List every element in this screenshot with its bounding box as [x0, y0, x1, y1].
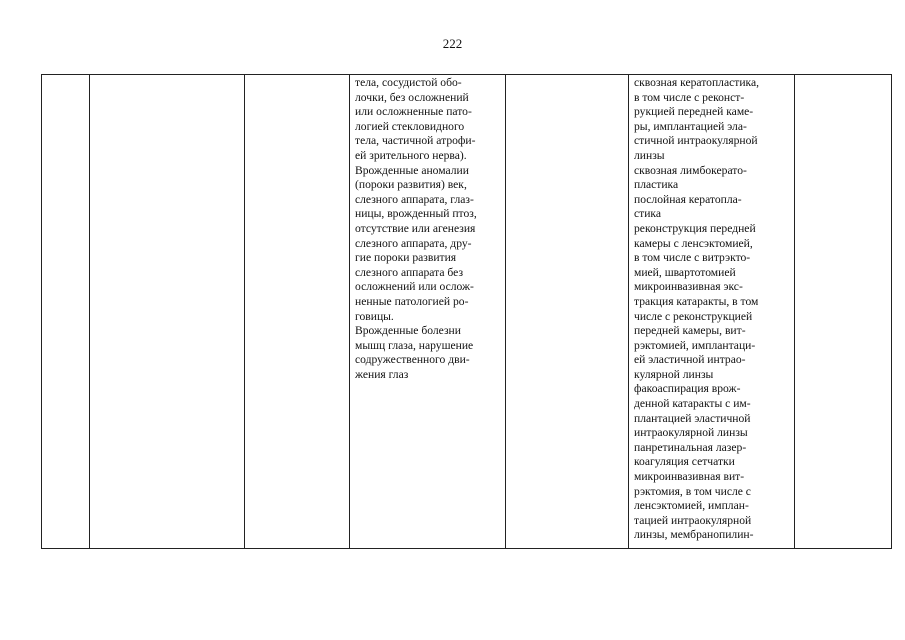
treatment-method-line: послойная кератопла- [634, 192, 742, 206]
diagnosis-line: логией стекловидного [355, 119, 465, 133]
diagnosis-line: слезного аппарата, глаз- [355, 192, 474, 206]
treatment-method-line: ленсэктомией, имплан- [634, 499, 749, 513]
diagnosis-line: или осложненные пато- [355, 105, 472, 119]
diagnosis-line: Врожденные аномалии [355, 163, 469, 177]
treatment-method-line: числе с реконструкцией [634, 309, 753, 323]
diagnosis-line: (пороки развития) век, [355, 178, 467, 192]
treatment-method-line: линзы, мембранопилин- [634, 528, 754, 542]
treatment-method-line: тацией интраокулярной [634, 513, 752, 527]
treatment-method-line: стика [634, 207, 662, 221]
diagnosis-line: отсутствие или агенезия [355, 221, 476, 235]
diagnosis-line: содружественного дви- [355, 353, 470, 367]
diagnosis-line: жения глаз [355, 367, 409, 381]
diagnosis-cell [350, 75, 506, 549]
treatment-method-text [629, 75, 794, 543]
vmp-group-cell [90, 75, 245, 549]
diagnosis-line: Врожденные болезни [355, 324, 461, 338]
treatment-method-line: реконструкция передней [634, 221, 756, 235]
treatment-method-line: микроинвазивная вит- [634, 470, 745, 484]
diagnosis-line: ей зрительного нерва). [355, 148, 467, 162]
treatment-method-line: сквозная кератопластика, [634, 76, 760, 89]
treatment-method-line: линзы [634, 148, 665, 162]
treatment-method-line: пластика [634, 178, 679, 192]
treatment-method-line: плантацией эластичной [634, 411, 751, 425]
diagnosis-line: ненные патологией ро- [355, 294, 469, 308]
treatment-method-line: рэктомия, в том числе с [634, 484, 751, 498]
treatment-method-line: передней камеры, вит- [634, 324, 746, 338]
treatment-method-line: тракция катаракты, в том [634, 294, 759, 308]
treatment-method-cell [629, 75, 795, 549]
treatment-method-line: в том числе с витрэкто- [634, 251, 751, 265]
patient-model-cell [506, 75, 629, 549]
treatment-method-line: панретинальная лазер- [634, 440, 747, 454]
treatment-method-line: мией, швартотомией [634, 265, 736, 279]
table-row [42, 75, 892, 549]
treatment-method-line: микроинвазивная экс- [634, 280, 743, 294]
icd-code-cell [245, 75, 350, 549]
treatment-method-line: ей эластичной интрао- [634, 353, 746, 367]
diagnosis-line: осложнений или ослож- [355, 280, 474, 294]
treatment-method-line: рэктомией, имплантаци- [634, 338, 756, 352]
diagnosis-line: мышц глаза, нарушение [355, 338, 474, 352]
diagnosis-line: лочки, без осложнений [355, 90, 469, 104]
treatment-method-line: сквозная лимбокерато- [634, 163, 747, 177]
diagnosis-text [350, 75, 505, 382]
cost-cell [795, 75, 892, 549]
treatment-method-line: интраокулярной линзы [634, 426, 748, 440]
diagnosis-line: тела, сосудистой обо- [355, 76, 462, 89]
medical-care-table [41, 74, 892, 549]
diagnosis-line: говицы. [355, 309, 394, 323]
diagnosis-line: тела, частичной атрофи- [355, 134, 476, 148]
treatment-method-line: камеры с ленсэктомией, [634, 236, 753, 250]
treatment-method-line: рукцией передней каме- [634, 105, 754, 119]
treatment-method-line: стичной интраокулярной [634, 134, 758, 148]
diagnosis-line: слезного аппарата без [355, 265, 464, 279]
row-number-cell [42, 75, 90, 549]
treatment-method-line: кулярной линзы [634, 367, 714, 381]
treatment-method-line: ры, имплантацией эла- [634, 119, 747, 133]
diagnosis-line: слезного аппарата, дру- [355, 236, 472, 250]
diagnosis-line: ницы, врожденный птоз, [355, 207, 477, 221]
treatment-method-line: в том числе с реконст- [634, 90, 745, 104]
treatment-method-line: коагуляция сетчатки [634, 455, 735, 469]
treatment-method-line: факоаспирация врож- [634, 382, 741, 396]
page-number: 222 [442, 36, 463, 51]
treatment-method-line: денной катаракты с им- [634, 397, 751, 411]
diagnosis-line: гие пороки развития [355, 251, 457, 265]
